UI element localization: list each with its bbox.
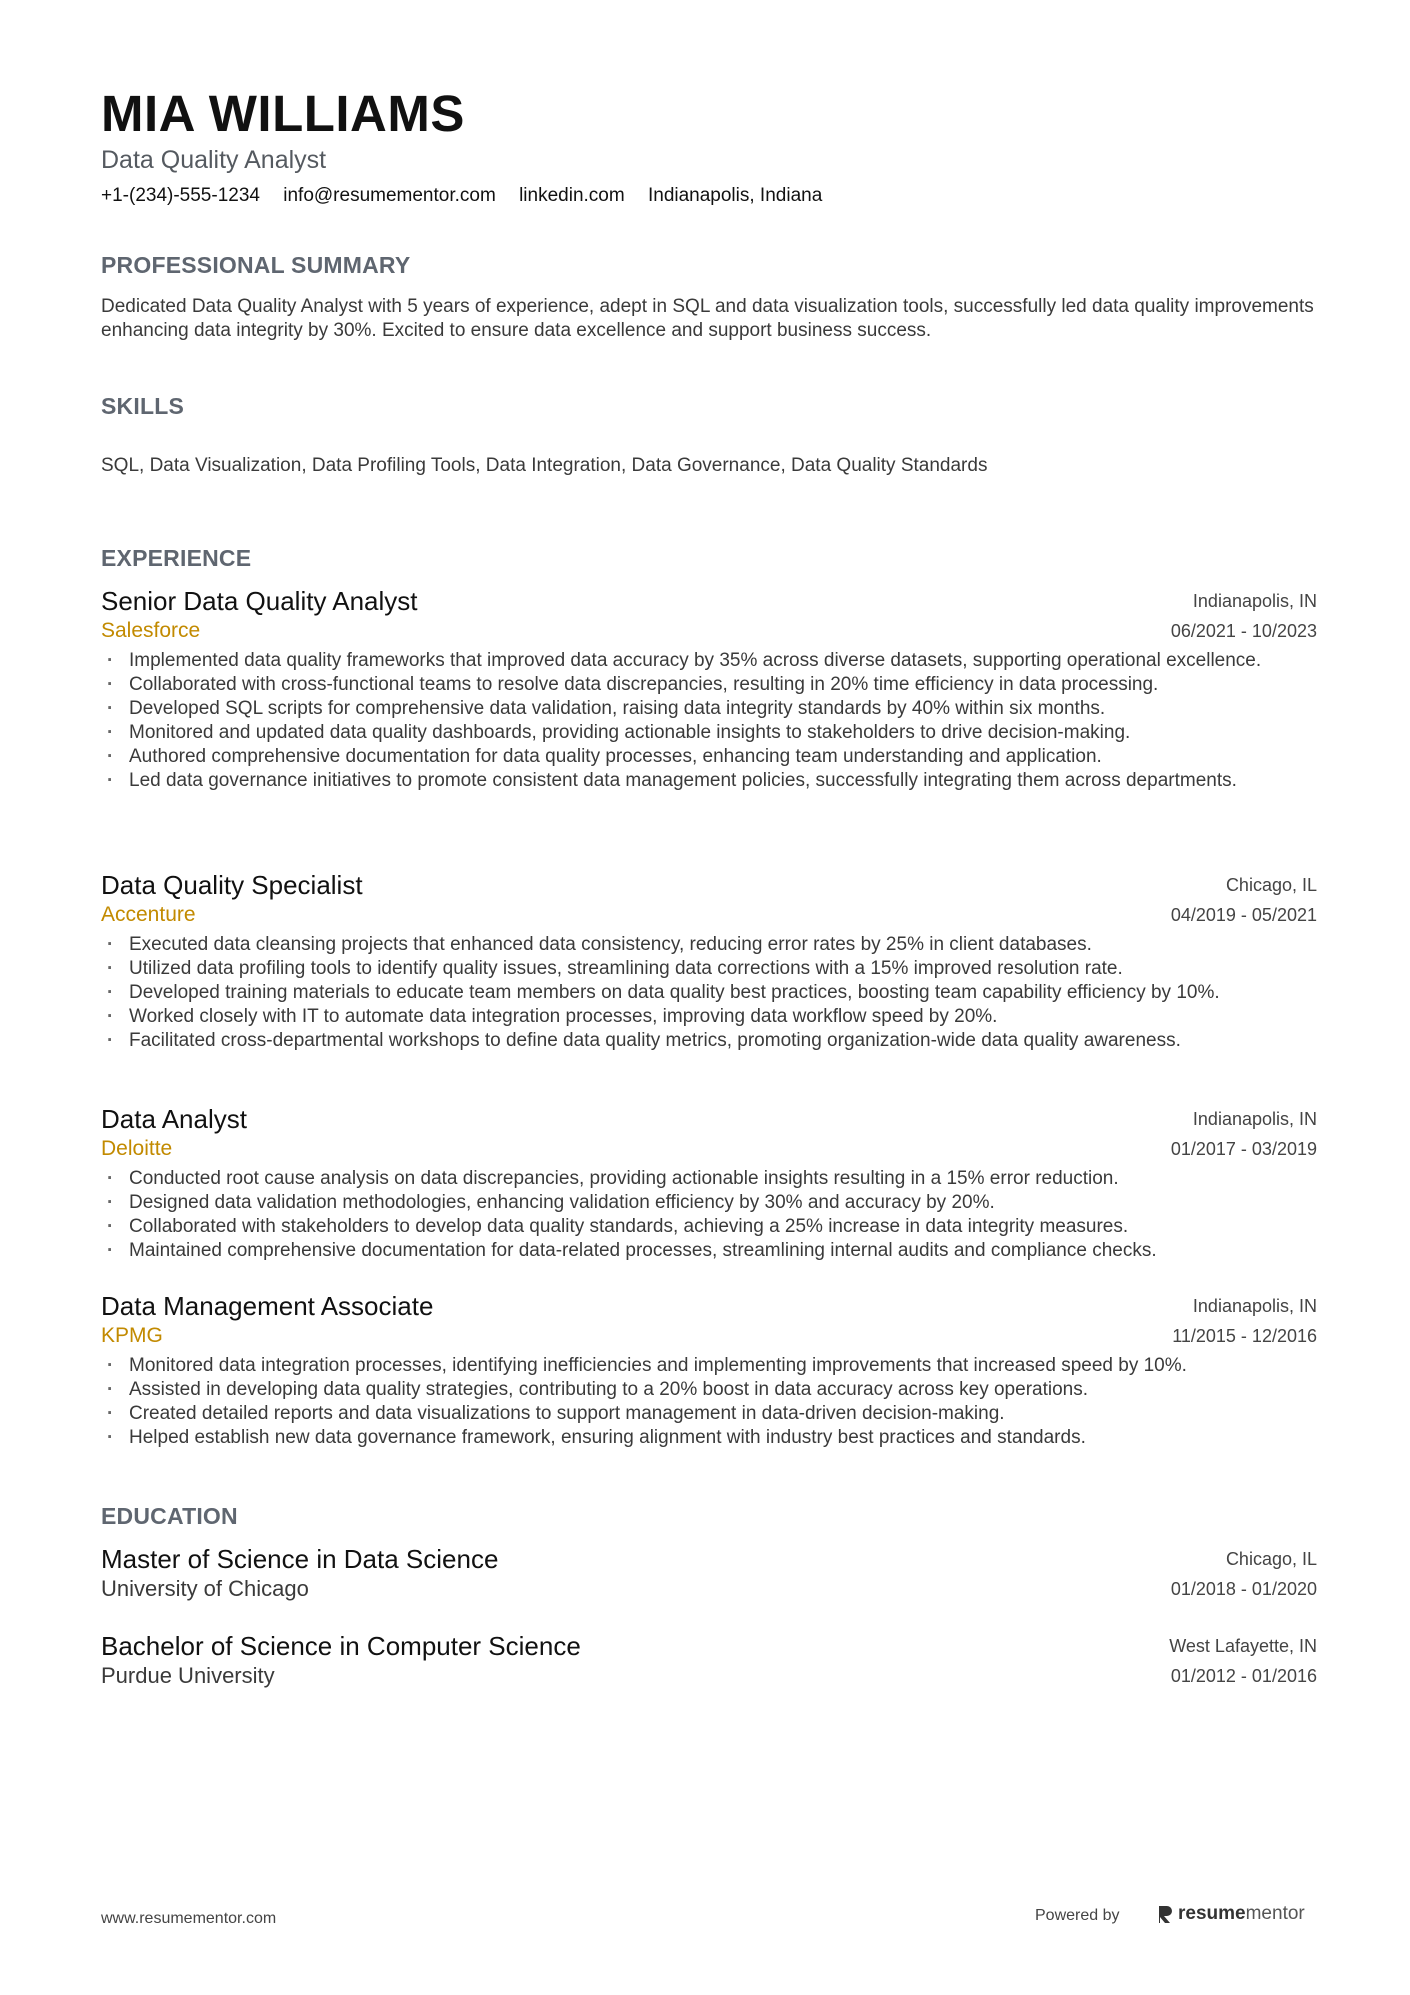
job-bullets: [101, 1354, 1317, 1450]
bullet: · Executed data cleansing projects that enhanced data consistency, reducing error rates by 25% in client databases.: [101, 933, 1317, 957]
bullet: · Collaborated with stakeholders to develop data quality standards, achieving a 25% increase in data integrity measures.: [101, 1215, 1317, 1239]
job-location: Chicago, IL: [1225, 875, 1317, 895]
job-title: Data Analyst: [101, 1104, 247, 1134]
summary-text: Dedicated Data Quality Analyst with 5 years of experience, adept in SQL and data visualization tools, successfully led data quality improvements enhancing data integrity by 30%. Excited to ensure data excellence and support business success.: [101, 296, 1314, 341]
contact-line: [101, 183, 840, 209]
school: University of Chicago: [101, 1576, 309, 1601]
logo-word-light: mentor: [1245, 1903, 1305, 1924]
summary-heading: PROFESSIONAL SUMMARY: [101, 252, 411, 278]
school-location: West Lafayette, IN: [1169, 1636, 1317, 1656]
phone: +1-(234)-555-1234: [101, 185, 260, 206]
job-company: Salesforce: [101, 619, 201, 642]
bullet: · Led data governance initiatives to promote consistent data management policies, successfully integrating them across departments.: [101, 769, 1317, 793]
job-dates: 11/2015 - 12/2016: [1172, 1326, 1317, 1346]
bullet: · Created detailed reports and data visualizations to support management in data-driven decision-making.: [101, 1402, 1317, 1426]
education-entry: [101, 1630, 1317, 1690]
job-company: Accenture: [101, 903, 196, 926]
education-heading: EDUCATION: [101, 1503, 238, 1529]
resumementor-logo[interactable]: [1157, 1903, 1305, 1925]
bullet: · Monitored data integration processes, identifying inefficiencies and implementing improvements that increased speed by 10%.: [101, 1354, 1317, 1378]
job-dates: 04/2019 - 05/2021: [1170, 905, 1317, 925]
job-title: Data Management Associate: [101, 1291, 434, 1321]
degree: Master of Science in Data Science: [101, 1544, 499, 1574]
job-dates: 06/2021 - 10/2023: [1170, 621, 1317, 641]
job-title: Data Quality Specialist: [101, 870, 363, 900]
job-bullets: [101, 649, 1317, 793]
candidate-name: MIA WILLIAMS: [101, 85, 465, 142]
footer-powered-by: Powered by: [1035, 1907, 1120, 1924]
bullet: · Facilitated cross-departmental workshops to define data quality metrics, promoting organization-wide data quality awareness.: [101, 1029, 1317, 1053]
bullet: · Designed data validation methodologies, enhancing validation efficiency by 30% and accuracy by 20%.: [101, 1191, 1317, 1215]
bullet: · Implemented data quality frameworks that improved data accuracy by 35% across diverse datasets, supporting operational excellence.: [101, 649, 1317, 673]
job-bullets: [101, 933, 1317, 1053]
bullet: · Maintained comprehensive documentation for data-related processes, streamlining internal audits and compliance checks.: [101, 1239, 1317, 1263]
bullet: · Developed training materials to educate team members on data quality best practices, boosting team capability efficiency by 10%.: [101, 981, 1317, 1005]
experience-heading: EXPERIENCE: [101, 545, 252, 571]
candidate-role: Data Quality Analyst: [101, 146, 327, 174]
resumementor-logo-icon: [1157, 1904, 1173, 1924]
logo-wordmark: [1178, 1903, 1305, 1925]
email[interactable]: info@resumementor.com: [283, 185, 496, 206]
job-title: Senior Data Quality Analyst: [101, 586, 418, 616]
job-bullets: [101, 1167, 1317, 1263]
education-entry: [101, 1543, 1317, 1603]
job-location: Indianapolis, IN: [1192, 591, 1317, 611]
job-location: Indianapolis, IN: [1192, 1109, 1317, 1129]
school-dates: 01/2012 - 01/2016: [1170, 1666, 1317, 1686]
job-entry: [101, 869, 1317, 1053]
bullet: · Developed SQL scripts for comprehensive data validation, raising data integrity standards by 40% within six months.: [101, 697, 1317, 721]
bullet: · Authored comprehensive documentation for data quality processes, enhancing team understanding and application.: [101, 745, 1317, 769]
bullet: · Helped establish new data governance framework, ensuring alignment with industry best practices and standards.: [101, 1426, 1317, 1450]
job-company: KPMG: [101, 1324, 163, 1347]
linkedin[interactable]: linkedin.com: [519, 185, 625, 206]
job-entry: [101, 1290, 1317, 1450]
bullet: · Worked closely with IT to automate data integration processes, improving data workflow speed by 20%.: [101, 1005, 1317, 1029]
school: Purdue University: [101, 1663, 275, 1688]
job-entry: [101, 585, 1317, 793]
job-company: Deloitte: [101, 1137, 173, 1160]
bullet: · Monitored and updated data quality dashboards, providing actionable insights to stakeholders to drive decision-making.: [101, 721, 1317, 745]
job-location: Indianapolis, IN: [1192, 1296, 1317, 1316]
degree: Bachelor of Science in Computer Science: [101, 1631, 581, 1661]
location: Indianapolis, Indiana: [647, 185, 823, 206]
bullet: · Conducted root cause analysis on data discrepancies, providing actionable insights resulting in a 15% error reduction.: [101, 1167, 1317, 1191]
footer-website-link[interactable]: www.resumementor.com: [101, 1910, 277, 1927]
school-location: Chicago, IL: [1225, 1549, 1317, 1569]
job-entry: [101, 1103, 1317, 1263]
school-dates: 01/2018 - 01/2020: [1170, 1579, 1317, 1599]
job-dates: 01/2017 - 03/2019: [1170, 1139, 1317, 1159]
bullet: · Utilized data profiling tools to identify quality issues, streamlining data corrections with a 15% improved resolution rate.: [101, 957, 1317, 981]
logo-word-bold: resume: [1178, 1903, 1246, 1924]
skills-heading: SKILLS: [101, 393, 184, 419]
bullet: · Collaborated with cross-functional teams to resolve data discrepancies, resulting in 20% time efficiency in data processing.: [101, 673, 1317, 697]
skills-text: SQL, Data Visualization, Data Profiling Tools, Data Integration, Data Governance, Data Quality Standards: [101, 455, 988, 476]
bullet: · Assisted in developing data quality strategies, contributing to a 20% boost in data accuracy across key operations.: [101, 1378, 1317, 1402]
